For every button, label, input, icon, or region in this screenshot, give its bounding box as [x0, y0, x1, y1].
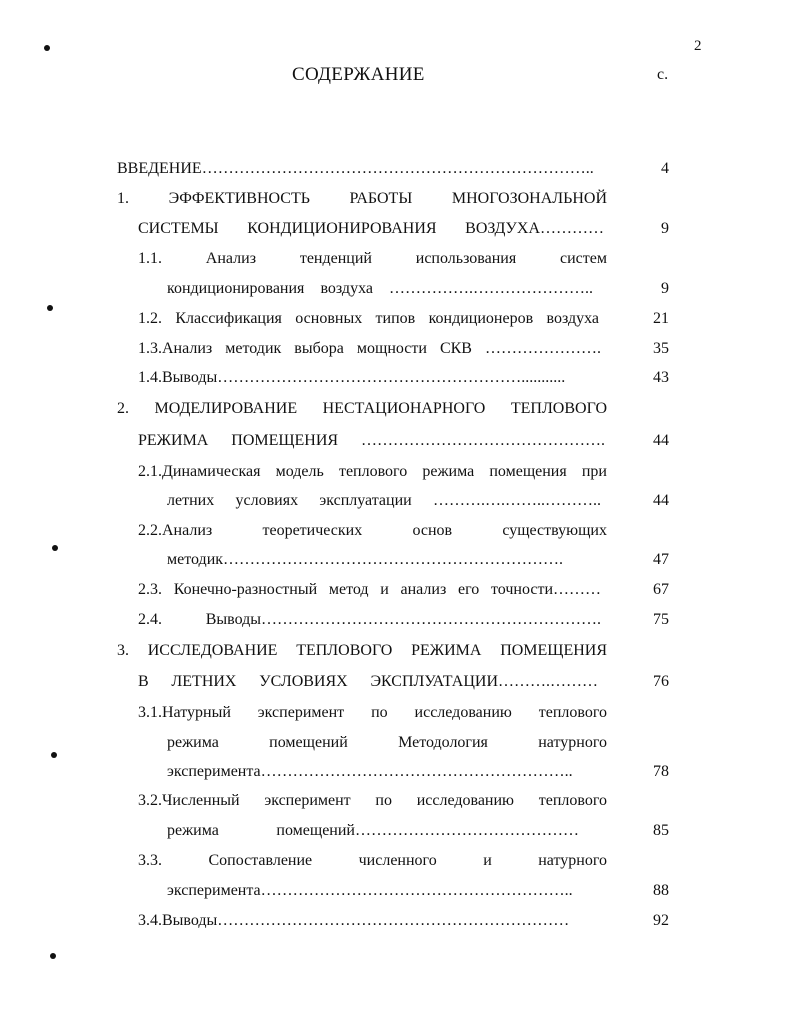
toc-entry-text: РЕЖИМА ПОМЕЩЕНИЯ ………………………………………. — [138, 432, 605, 449]
toc-entry — [0, 701, 793, 725]
toc-entry-text: 1. ЭФФЕКТИВНОСТЬ РАБОТЫ МНОГОЗОНАЛЬНОЙ — [117, 190, 607, 207]
toc-entry-page: 78 — [653, 763, 669, 780]
toc-entry — [0, 277, 793, 301]
toc-entry-page: 67 — [653, 581, 669, 598]
toc-entry — [0, 247, 793, 271]
toc-entry — [0, 217, 793, 241]
toc-entry-text: режима помещений Методология натурного — [167, 734, 607, 751]
toc-entry — [0, 578, 793, 602]
toc-entry-text: кондиционирования воздуха …………….………………….. — [167, 280, 593, 297]
toc-entry-text: 3.2.Численный эксперимент по исследованию теплового — [138, 792, 607, 809]
toc-entry-text: 1.3.Анализ методик выбора мощности СКВ …………………. — [138, 340, 601, 357]
toc-entry — [0, 187, 793, 211]
toc-entry-text: 2. МОДЕЛИРОВАНИЕ НЕСТАЦИОНАРНОГО ТЕПЛОВОГО — [117, 400, 607, 417]
toc-entry-text: 1.1. Анализ тенденций использования систем — [138, 250, 607, 267]
toc-entry-text: ВВЕДЕНИЕ……………………………………………………………….. — [117, 160, 594, 177]
toc-entry-text: эксперимента………………………………………………….. — [167, 882, 573, 899]
toc-entry-text: 2.1.Динамическая модель теплового режима помещения при — [138, 463, 607, 480]
toc-entry — [0, 909, 793, 933]
toc-entry-text: 1.2. Классификация основных типов кондиционеров воздуха — [138, 310, 599, 327]
toc-entry-text: режима помещений…………………………………… — [167, 822, 579, 839]
toc-entry — [0, 519, 793, 543]
toc-entry-text: летних условиях эксплуатации ……….….……..……….. — [167, 492, 601, 509]
toc-entry-page: 9 — [661, 220, 669, 237]
toc-entry — [0, 366, 793, 390]
toc-entry-page: 44 — [653, 432, 669, 449]
toc-entry-page: 21 — [653, 310, 669, 327]
toc-entry-page: 9 — [661, 280, 669, 297]
page-column-label: с. — [657, 66, 669, 83]
toc-entry-page: 47 — [653, 551, 669, 568]
toc-entry-page: 85 — [653, 822, 669, 839]
toc-entry-text: 1.4.Выводы…………………………………………………........... — [138, 369, 566, 386]
toc-entry — [0, 429, 793, 453]
toc-entry-text: 2.3. Конечно-разностный метод и анализ его точности……… — [138, 581, 601, 598]
toc-entry — [0, 849, 793, 873]
toc-entry-page: 75 — [653, 611, 669, 628]
toc-entry-page: 88 — [653, 882, 669, 899]
toc-entry — [0, 879, 793, 903]
toc-entry — [0, 460, 793, 484]
toc-entry-page: 76 — [653, 673, 669, 690]
binding-hole-dot — [50, 953, 56, 959]
toc-entry — [0, 548, 793, 572]
toc-entry — [0, 337, 793, 361]
toc-entry-text: 3.1.Натурный эксперимент по исследованию теплового — [138, 704, 607, 721]
toc-entry-page: 92 — [653, 912, 669, 929]
toc-entry — [0, 731, 793, 755]
toc-entry — [0, 608, 793, 632]
toc-entry-page: 35 — [653, 340, 669, 357]
toc-entry — [0, 670, 793, 694]
page-number: 2 — [694, 38, 702, 54]
toc-entry — [0, 789, 793, 813]
toc-entry — [0, 489, 793, 513]
toc-entry — [0, 157, 793, 181]
binding-hole-dot — [44, 45, 50, 51]
toc-entry — [0, 307, 793, 331]
toc-entry-text: 2.2.Анализ теоретических основ существующих — [138, 522, 607, 539]
toc-entry-text: 2.4. Выводы………………………………………………………. — [138, 611, 601, 628]
toc-entry-text: методик………………………………………………………. — [167, 551, 564, 568]
toc-entry — [0, 760, 793, 784]
toc-entry — [0, 819, 793, 843]
toc-entry-text: 3. ИССЛЕДОВАНИЕ ТЕПЛОВОГО РЕЖИМА ПОМЕЩЕНИЯ — [117, 642, 607, 659]
toc-entry-text: 3.3. Сопоставление численного и натурного — [138, 852, 607, 869]
toc-entry — [0, 639, 793, 663]
toc-entry-text: эксперимента………………………………………………….. — [167, 763, 573, 780]
toc-entry-page: 43 — [653, 369, 669, 386]
toc-entry-text: В ЛЕТНИХ УСЛОВИЯХ ЭКСПЛУАТАЦИИ……….……… — [138, 673, 598, 690]
toc-entry — [0, 397, 793, 421]
toc-entry-page: 44 — [653, 492, 669, 509]
toc-entry-text: 3.4.Выводы………………………………………………………… — [138, 912, 570, 929]
document-title: СОДЕРЖАНИЕ — [292, 64, 425, 85]
toc-entry-page: 4 — [661, 160, 669, 177]
toc-entry-text: СИСТЕМЫ КОНДИЦИОНИРОВАНИЯ ВОЗДУХА………… — [138, 220, 604, 237]
